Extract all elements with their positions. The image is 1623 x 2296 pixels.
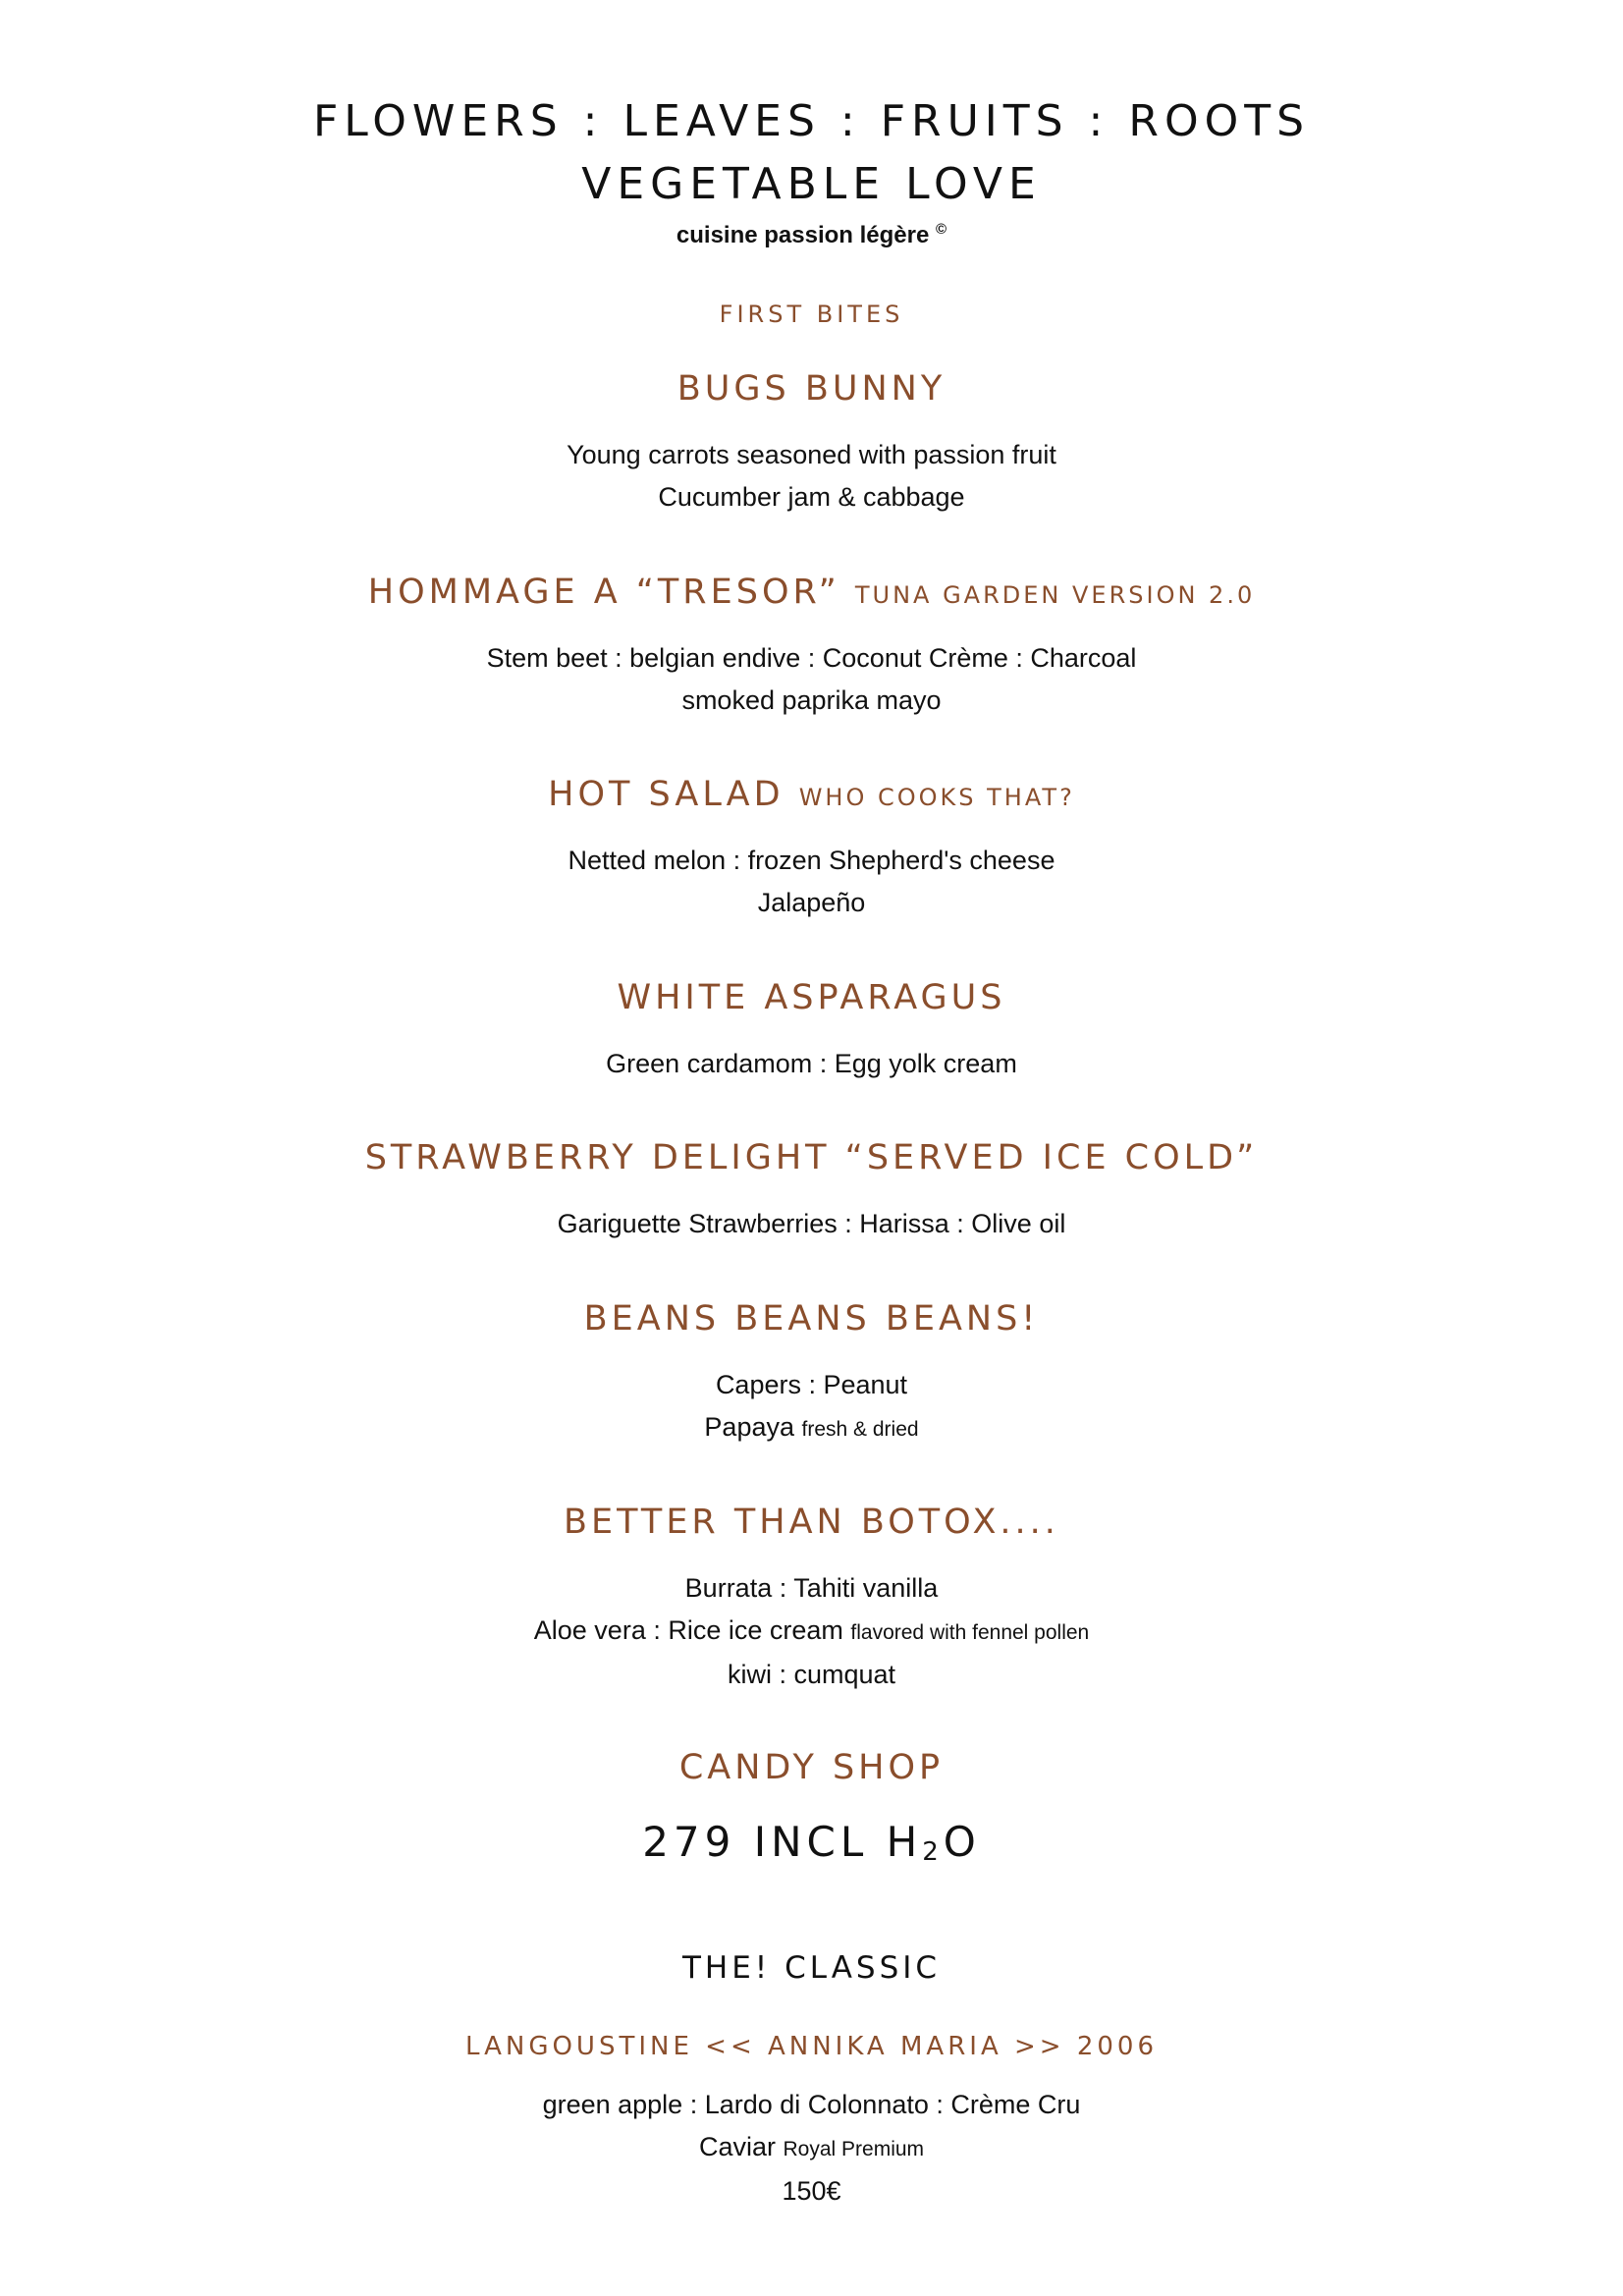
price-tail: O xyxy=(943,1818,981,1866)
dish-price: 150€ xyxy=(782,2176,841,2206)
description-note: flavored with fennel pollen xyxy=(850,1621,1090,1644)
description-main: Caviar xyxy=(698,2132,776,2161)
description-line: Young carrots seasoned with passion fruit xyxy=(567,440,1056,469)
dish-description-beans xyxy=(0,1364,1623,1450)
description-line: Gariguette Strawberries : Harissa : Olive oil xyxy=(557,1209,1066,1238)
dish-title-better-than-botox: BETTER THAN BOTOX.... xyxy=(564,1503,1059,1542)
dish-title-strawberry-delight: STRAWBERRY DELIGHT “SERVED ICE COLD” xyxy=(364,1138,1259,1177)
dish-title-hot-salad xyxy=(0,775,1623,814)
price-main: 279 INCL H xyxy=(642,1818,923,1866)
description-line: green apple : Lardo di Colonnato : Crème Cru xyxy=(542,2090,1081,2119)
dish-title-candy-shop: CANDY SHOP xyxy=(678,1748,945,1787)
menu-title-line2: VEGETABLE LOVE xyxy=(581,159,1042,209)
classic-section-title: THE! CLASSIC xyxy=(681,1950,942,1986)
description-note: Royal Premium xyxy=(783,2138,925,2160)
dish-name: HOT SALAD xyxy=(548,775,784,814)
description-line xyxy=(0,2126,1623,2170)
description-line: Cucumber jam & cabbage xyxy=(658,482,965,512)
dish-title-hommage-tresor xyxy=(0,573,1623,612)
description-main: Aloe vera : Rice ice cream xyxy=(533,1615,843,1645)
price-subscript: 2 xyxy=(922,1837,944,1867)
dish-description-better-than-botox xyxy=(0,1567,1623,1696)
copyright-mark: © xyxy=(936,221,947,238)
description-line: kiwi : cumquat xyxy=(727,1660,896,1689)
description-line xyxy=(0,1406,1623,1450)
tagline xyxy=(0,221,1623,249)
dish-description-hommage-tresor xyxy=(0,637,1623,722)
tagline-text: cuisine passion légère xyxy=(676,222,930,248)
dish-title-bugs-bunny: BUGS BUNNY xyxy=(676,369,947,409)
description-line xyxy=(0,1610,1623,1654)
description-note: fresh & dried xyxy=(801,1418,919,1441)
menu-title-line1: FLOWERS : LEAVES : FRUITS : ROOTS xyxy=(312,96,1311,146)
dish-title-langoustine: LANGOUSTINE << ANNIKA MARIA >> 2006 xyxy=(465,2032,1158,2061)
dish-name: HOMMAGE A “TRESOR” xyxy=(367,573,840,612)
description-line: Jalapeño xyxy=(757,888,866,917)
menu-price xyxy=(0,1818,1623,1867)
section-first-bites: FIRST BITES xyxy=(719,301,904,328)
dish-description-strawberry-delight xyxy=(0,1203,1623,1245)
dish-description-hot-salad xyxy=(0,840,1623,924)
description-line: Green cardamom : Egg yolk cream xyxy=(606,1049,1017,1078)
dish-description-white-asparagus xyxy=(0,1043,1623,1085)
description-line: Stem beet : belgian endive : Coconut Crème : Charcoal xyxy=(486,643,1137,673)
dish-subtitle: WHO COOKS THAT? xyxy=(798,784,1075,811)
description-main: Papaya xyxy=(704,1412,794,1442)
dish-subtitle: TUNA GARDEN VERSION 2.0 xyxy=(854,581,1256,609)
dish-description-bugs-bunny xyxy=(0,434,1623,519)
description-line: Netted melon : frozen Shepherd's cheese xyxy=(568,846,1055,875)
description-line: Capers : Peanut xyxy=(715,1370,908,1399)
dish-description-langoustine xyxy=(0,2084,1623,2213)
description-line: smoked paprika mayo xyxy=(681,685,942,715)
description-line: Burrata : Tahiti vanilla xyxy=(684,1573,939,1603)
dish-title-beans: BEANS BEANS BEANS! xyxy=(583,1299,1040,1339)
dish-title-white-asparagus: WHITE ASPARAGUS xyxy=(617,978,1006,1017)
